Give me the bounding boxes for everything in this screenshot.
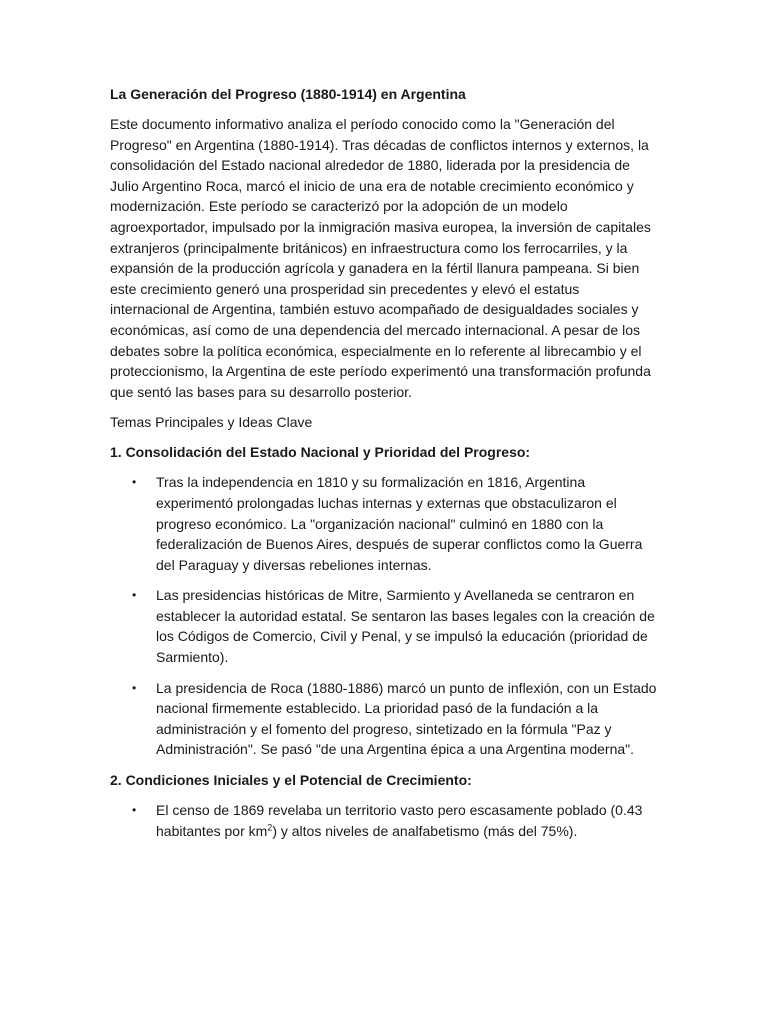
- section-1-bullet-list: [110, 472, 660, 760]
- document-title: La Generación del Progreso (1880-1914) en Argentina: [110, 86, 466, 102]
- bullet-icon: •: [132, 680, 137, 695]
- list-item: [110, 678, 660, 760]
- list-item: [110, 800, 660, 841]
- list-item: [110, 585, 660, 667]
- section-1-title: 1. Consolidación del Estado Nacional y Prioridad del Progreso:: [110, 444, 531, 461]
- list-item-text: Las presidencias históricas de Mitre, Sarmiento y Avellaneda se centraron en establecer la autoridad estatal. Se sentaron las bases legales con la creación de los Códigos de Comercio, Civil y Penal, y se impulsó la educación (prioridad de Sarmiento).: [156, 587, 655, 666]
- list-item: [110, 472, 660, 575]
- bullet-icon: •: [132, 475, 137, 490]
- bullet-icon: •: [132, 803, 137, 818]
- section-2-title: 2. Condiciones Iniciales y el Potencial de Crecimiento:: [110, 772, 472, 789]
- list-item-text: La presidencia de Roca (1880-1886) marcó un punto de inflexión, con un Estado nacional firmemente establecido. La prioridad pasó de la fundación a la administración y el fomento del progreso, sintetizado en la fórmula "Paz y Administración". Se pasó "de una Argentina épica a una Argentina moderna".: [156, 679, 657, 758]
- list-item-text: Tras la independencia en 1810 y su formalización en 1816, Argentina experimentó prolongadas luchas internas y externas que obstaculizaron el progreso económico. La "organización nacional" culminó en 1880 con la federalización de Buenos Aires, después de superar conflictos como la Guerra del Paraguay y diversas rebeliones internas.: [156, 474, 643, 573]
- bullet-icon: •: [132, 588, 137, 603]
- document-page: [110, 84, 660, 851]
- superscript-two: 2: [267, 821, 273, 832]
- intro-paragraph: Este documento informativo analiza el período conocido como la "Generación del Progreso" en Argentina (1880-1914). Tras décadas de conflictos internos y externos, la consolidación del Estado nacional alrededor de 1880, liderada por la presidencia de Julio Argentino Roca, marcó el inicio de una era de notable crecimiento económico y modernización. Este período se caracterizó por la adopción de un modelo agroexportador, impulsado por la inmigración masiva europea, la inversión de capitales extranjeros (principalmente británicos) en infraestructura como los ferrocarriles, y la expansión de la producción agrícola y ganadera en la fértil llanura pampeana. Si bien este crecimiento generó una prosperidad sin precedentes y elevó el estatus internacional de Argentina, también estuvo acompañado de desigualdades sociales y económicas, así como de una dependencia del mercado internacional. A pesar de los debates sobre la política económica, especialmente en lo referente al librecambio y el proteccionismo, la Argentina de este período experimentó una transformación profunda que sentó las bases para su desarrollo posterior.: [110, 116, 651, 400]
- list-item-text-prefix: El censo de 1869 revelaba un territorio vasto pero escasamente poblado (0.43 habitantes por km: [156, 802, 643, 839]
- main-themes-heading: Temas Principales y Ideas Clave: [110, 414, 313, 431]
- section-2-bullet-list: [110, 800, 660, 841]
- list-item-text-suffix: ) y altos niveles de analfabetismo (más del 75%).: [272, 822, 578, 839]
